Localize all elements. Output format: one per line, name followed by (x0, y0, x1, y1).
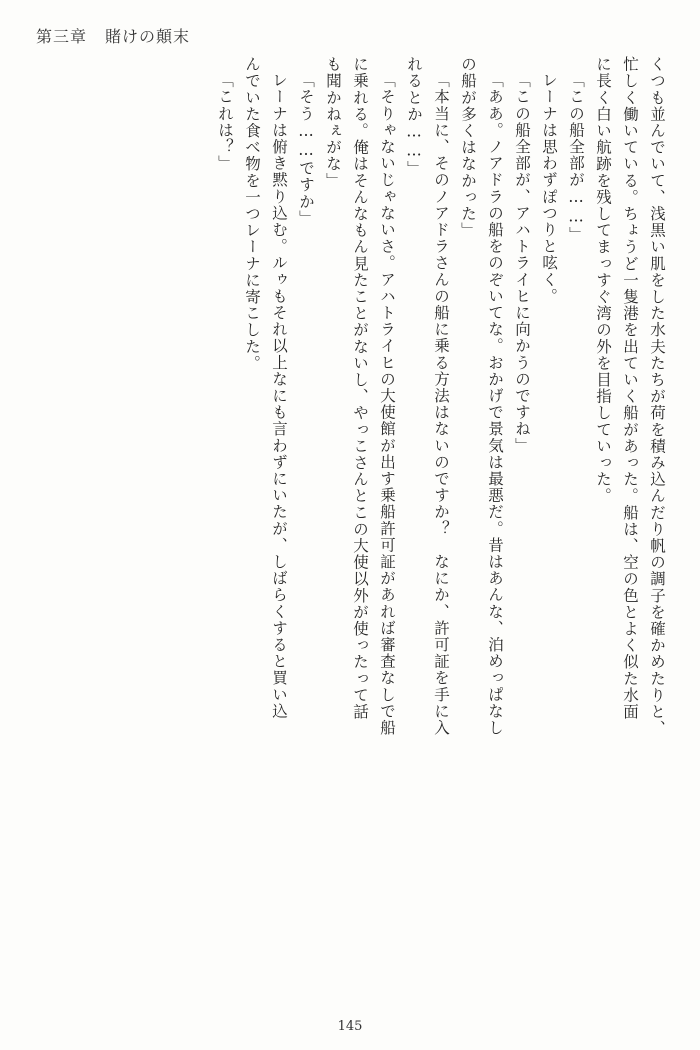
text-line: に長く白い航跡を残してまっすぐ湾の外を目指していった。 (594, 56, 612, 505)
text-line: 「ああ。ノアドラの船をのぞいてな。おかげで景気は最悪だ。昔はあんな、泊めっぱなし (486, 72, 504, 736)
text-line: に乗れる。俺はそんなもん見たことがないし、やっこさんとこの大使以外が使ったって話 (351, 56, 369, 720)
text-line: 「これは？」 (216, 72, 234, 172)
text-line: 忙しく働いている。ちょうど一隻港を出ていく船があった。船は、空の色とよく似た水面 (621, 56, 639, 720)
header-divider (36, 50, 664, 51)
page-number: 145 (337, 1019, 363, 1034)
chapter-number: 第三章 (36, 26, 88, 46)
text-line: も聞かねぇがな」 (324, 56, 342, 189)
text-line: レーナは思わずぽつりと呟く。 (540, 72, 558, 305)
text-line: んでいた食べ物を一つレーナに寄こした。 (243, 56, 261, 372)
text-line: れるとか……」 (405, 56, 423, 178)
text-line: の船が多くはなかった」 (459, 56, 477, 239)
text-line: 「本当に、そのノアドラさんの船に乗る方法はないのですか？ なにか、許可証を手に入 (432, 72, 450, 736)
vertical-text-body (44, 56, 670, 998)
text-line: 「この船全部が……」 (567, 72, 585, 243)
text-line: 「この船全部が、アハトライヒに向かうのですね」 (513, 72, 531, 454)
text-line: くつも並んでいて、浅黒い肌をした水夫たちが荷を積み込んだり帆の調子を確かめたりと、 (648, 56, 666, 737)
chapter-title: 賭けの顛末 (105, 26, 191, 46)
text-line: 「そう……ですか」 (297, 72, 315, 227)
page-header (36, 18, 664, 52)
text-line: レーナは俯き黙り込む。ルゥもそれ以上なにも言わずにいたが、しばらくすると買い込 (270, 72, 288, 720)
text-line: 「そりゃないじゃないさ。アハトライヒの大使館が出す乗船許可証があれば審査なしで船 (378, 72, 396, 736)
